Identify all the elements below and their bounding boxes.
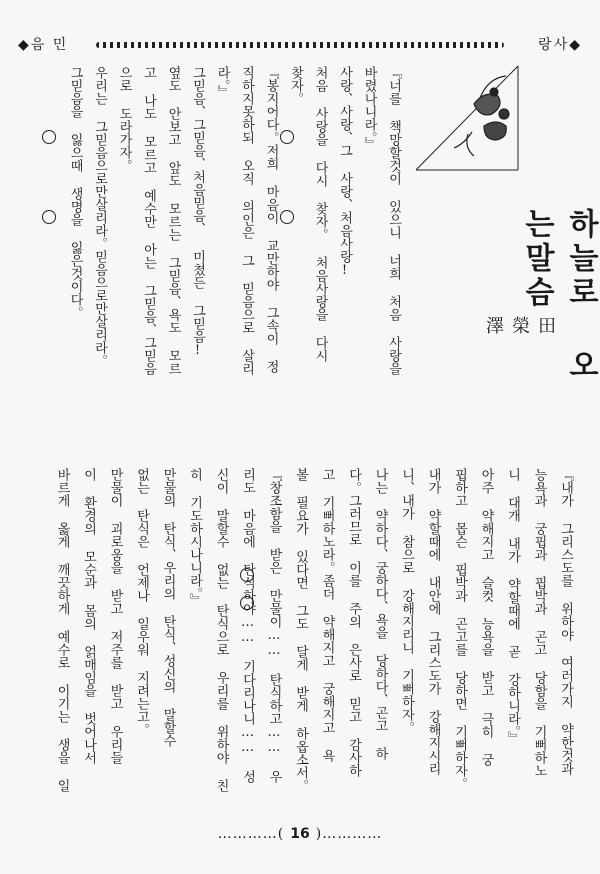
footer-dots-right: )………… [315, 826, 383, 842]
text-column: 만물이 괴로움을 받고 저주를 받고 우리들 [107, 468, 123, 764]
text-column: 내가 약할때에 내안에 그리스도가 강해지시리 [425, 468, 441, 775]
text-column: 리도 마음에 탄식하야…… 기다리나니…… 성 [240, 468, 255, 783]
text-column: 으로 도라가자。 [116, 66, 132, 172]
text-column: 우리는 그믿음으로만살리라。믿음으로만살리라。 [92, 66, 107, 367]
article-author: 田 榮 澤 [483, 316, 556, 344]
header-section-label: ◆음 민 [18, 37, 69, 53]
page-number: 16 [290, 826, 310, 842]
text-column: 신이 말할수 없는 탄식으로 우리를 위하야 친 [213, 468, 229, 792]
page-header [18, 32, 582, 54]
flower-ornament-icon [414, 64, 520, 172]
text-column: 옆도 안보고 앞도 모르는 그믿음、욕도 모르 [165, 66, 181, 375]
text-column: 라。』 [214, 66, 230, 99]
text-column: 바렸나니라。』 [361, 66, 377, 151]
text-column: 능욕과 궁핍과 핍박과 곤고 당함을 기뻐하노 [531, 468, 547, 777]
text-column: 나는 약하다、궁하다、욕을 당하다、곤고 하 [372, 468, 388, 760]
text-column: 다。그러므로 이를 주의 은사로 믿고 감사하 [346, 468, 361, 777]
text-column: 니、내가 참으로 강해지리니 기뻐하자。 [399, 468, 414, 734]
text-column: 그믿음、그믿음、처음믿음、 미쳤든 그믿음! [190, 66, 205, 358]
text-column: 그믿음을 잃으때 생명을 잃은것이다。 [67, 66, 83, 319]
text-column: 바르게 옳게 깨끗하게 예수로 이기는 생을 일 [54, 468, 70, 792]
text-column: 아주 약해지고 슬컷 능욕을 받고 극히 궁 [478, 468, 494, 766]
text-column: 『내가 그리스도를 위하야 여러가지 약한것과 [558, 468, 573, 775]
text-column: 핍하고 몹슨 핍박과 곤고를 당하면 기뻐하자。 [452, 468, 467, 790]
text-column: 이 환경의 모순과 몸의 얽매임을 벗어나서 [81, 468, 96, 764]
text-column: 찾자。 [288, 66, 303, 105]
article-title: 하늘로 오는말슴 [519, 208, 598, 383]
circle-mark [42, 130, 56, 144]
text-column: 만물의 탄식、우리의 탄식、성신의 말할수 [160, 468, 176, 747]
text-column: 직하지못하되 오직 의인은 그 믿음으로 살리 [239, 66, 254, 375]
text-column: 없는 탄식은 언제나 일우워 지려는고。 [134, 468, 149, 736]
text-column: 고 나도 모르고 예수만 아는 그믿음、그믿음 [141, 66, 156, 375]
footer-dots-left: …………( [217, 826, 285, 842]
text-column: 볼 필요가 있다면 그도 달게 받게 하옵소서。 [293, 468, 308, 792]
text-column: 처음 사랑을 다시 찾자。 처음사랑을 다시 [312, 66, 328, 362]
circle-mark [280, 210, 294, 224]
header-column-label: 랑사◆ [538, 37, 582, 53]
text-column: 『창조함을 받은 만물이…… 탄식하고…… 우 [266, 468, 282, 783]
text-column: 『너를 책망할것이 있으니 너희 처음 사랑을 [386, 66, 401, 375]
circle-mark [42, 210, 56, 224]
circle-mark [280, 130, 294, 144]
title-block [398, 58, 598, 388]
text-column: 사랑、사랑、그 사랑、처음사랑! [337, 66, 352, 278]
header-rule [96, 42, 504, 48]
text-column: 니 대개 내가 약할때에 곧 강하니라。』 [505, 468, 520, 745]
text-column: 히 기도하시나니라。』 [187, 468, 202, 607]
text-column: 고 기뻐하노라。좀더 약해지고 궁해지고 욕 [319, 468, 335, 762]
text-column: 『봉지어다。저희 마음이 교만하야 그속이 정 [263, 66, 279, 373]
page-footer [0, 826, 600, 842]
